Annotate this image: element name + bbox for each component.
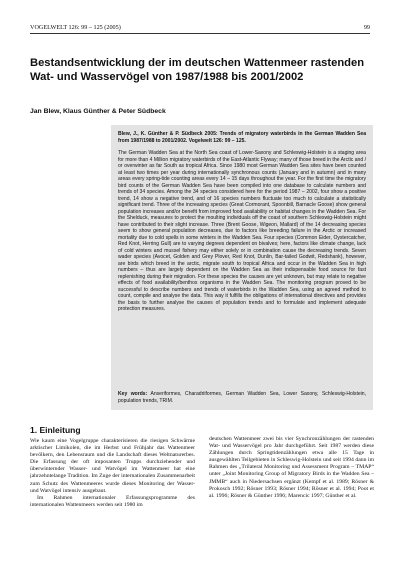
article-authors: Jan Blew, Klaus Günther & Peter Südbeck [30, 108, 166, 115]
page-number: 99 [363, 24, 370, 31]
keywords-text: Anseriformes, Charadriiformes, German Wadden Sea, Lower Saxony, Schleswig-Holstein, population trends, TRIM. [118, 391, 366, 404]
section-heading: 1. Einleitung [30, 425, 81, 435]
body-paragraph: Wie kaum eine Vogelgruppe charakterisieren die riesigen Schwärme arktischer Limikolen, die im Herbst und Frühjahr das Wattenmeer bevölkern, den Lebensraum und die Landschaft dieses Weltnaturerbes. Die Erfassung der oft imposanten Trupps durchziehender und überwinternder Wasser- und Watvögel im Wattenmeer hat eine jahrzehntelange Tradition. Im Zuge der internationalen Zusammenarbeit zum Schutz des Wattenmeeres wurde dieses Monitoring der Wasser- und Watvögel intensiv ausgebaut. [30, 438, 195, 494]
running-head [30, 24, 370, 34]
body-column-right [209, 436, 374, 556]
abstract-text: The German Wadden Sea at the North Sea coast of Lower-Saxony and Schleswig-Holstein is a staging area for more than 4 Million migratory waterbirds of the East-Atlantic Flyway; many of those breed in the Arctic and / or overwinter as far South as tropical Africa. Since 1980 most German Wadden Sea sites have been counted at least two times per year during internationally synchronous counts (January and in autumn) and in many areas every spring-tide counting areas every 14 – 15 days throughout the year. For the first time the migratory bird counts of the German Wadden Sea have been compiled into one database to calculate numbers and trends of 34 species. Among the 34 species considered here for the period 1987 – 2002, four show a positive trend, 14 show a negative trend, and of 16 species numbers fluctuate too much to calculate a statistically significant trend. Three of the increasing species (Great Cormorant, Spoonbill, Barnacle Goose) show general population increases and/or benefit from improved food availability or habitat changes in the Wadden Sea. For the Shelduck, measures to protect the moulting individuals off the coast of southern Schleswig-Holstein might have contributed to their slight increase. Three (Brent Goose, Wigeon, Mallard) of the 14 decreasing species seem to show general population decreases, due to factors like breeding failure in the Arctic or increased mortality due to cold spells in some winters in the Wadden Sea. Four species (Common Eider, Oystercatcher, Red Knot, Herring Gull) are to varying degrees dependent on bivalves; here, factors like climate change, lack of cold winters and mussel fishery may either solely or in combination cause the decreasing trends. Seven wader species (Avocet, Golden and Grey Plover, Red Knot, Dunlin, Bar-tailed Godwit, Redshank), however, are birds which breed in the arctic, migrate south to tropical Africa and occur in the Wadden Sea in high numbers – thus are largely dependent on the Wadden Sea as their indispensable food source for fast replenishing during their migration. For these species the causes are yet unknown, but may relate to negative effects of food availability/benthos organisms in the Wadden Sea. The monitoring program proved to be successful to describe numbers and trends of waterbirds in the Wadden Sea, using an agreed method to count, compile and analyse the data. This way it fulfills the obligations of international directives and provides the basis to further analyse the causes of population trends and to formulate and implement adequate protection measures. [118, 150, 366, 312]
journal-citation: VOGELWELT 126: 99 – 125 (2005) [30, 24, 121, 31]
article-title: Bestandsentwicklung der im deutschen Wattenmeer rastenden Wat- und Wasservögel von 1987/1988 bis 2001/2002 [30, 57, 365, 83]
body-paragraph: deutschen Wattenmeer zwei bis vier Synchronzählungen der rastenden Wat- und Wasservögel pro Jahr durchgeführt. Seit 1987 werden diese Zählungen durch Springtidenzählungen etwa alle 15 Tage in ausgewählten Teilgebieten in Schleswig-Holstein und seit 1994 dann im Rahmen des „Trilateral Monitoring und Assessment Program – TMAP“ unter „Joint Monitoring Group of Migratory Birds in the Wadden Sea – JMMB“ auch in Niedersachsen ergänzt (Kempf et al. 1989; Rösner & Prokosch 1992; Rösner 1993; Rösner 1994; Rösner et al. 1994; Poot et al. 1996; Rösner & Günther 1996; Marencic 1997; Günther et al. [209, 436, 374, 499]
keywords-label: Key words: [118, 391, 148, 397]
body-paragraph: Im Rahmen internationaler Erfassungsprogramme des internationalen Wattenmeers werden seit 1980 im [30, 494, 195, 508]
keywords [118, 391, 366, 404]
abstract-box [111, 125, 373, 410]
body-column-left [30, 438, 195, 558]
abstract-reference: Blew, J., K. Günther & P. Südbeck 2005: Trends of migratory waterbirds in the German Wadden Sea from 1987/1988 to 2001/2002. Vogelwelt 126: 99 – 125. [118, 131, 366, 144]
